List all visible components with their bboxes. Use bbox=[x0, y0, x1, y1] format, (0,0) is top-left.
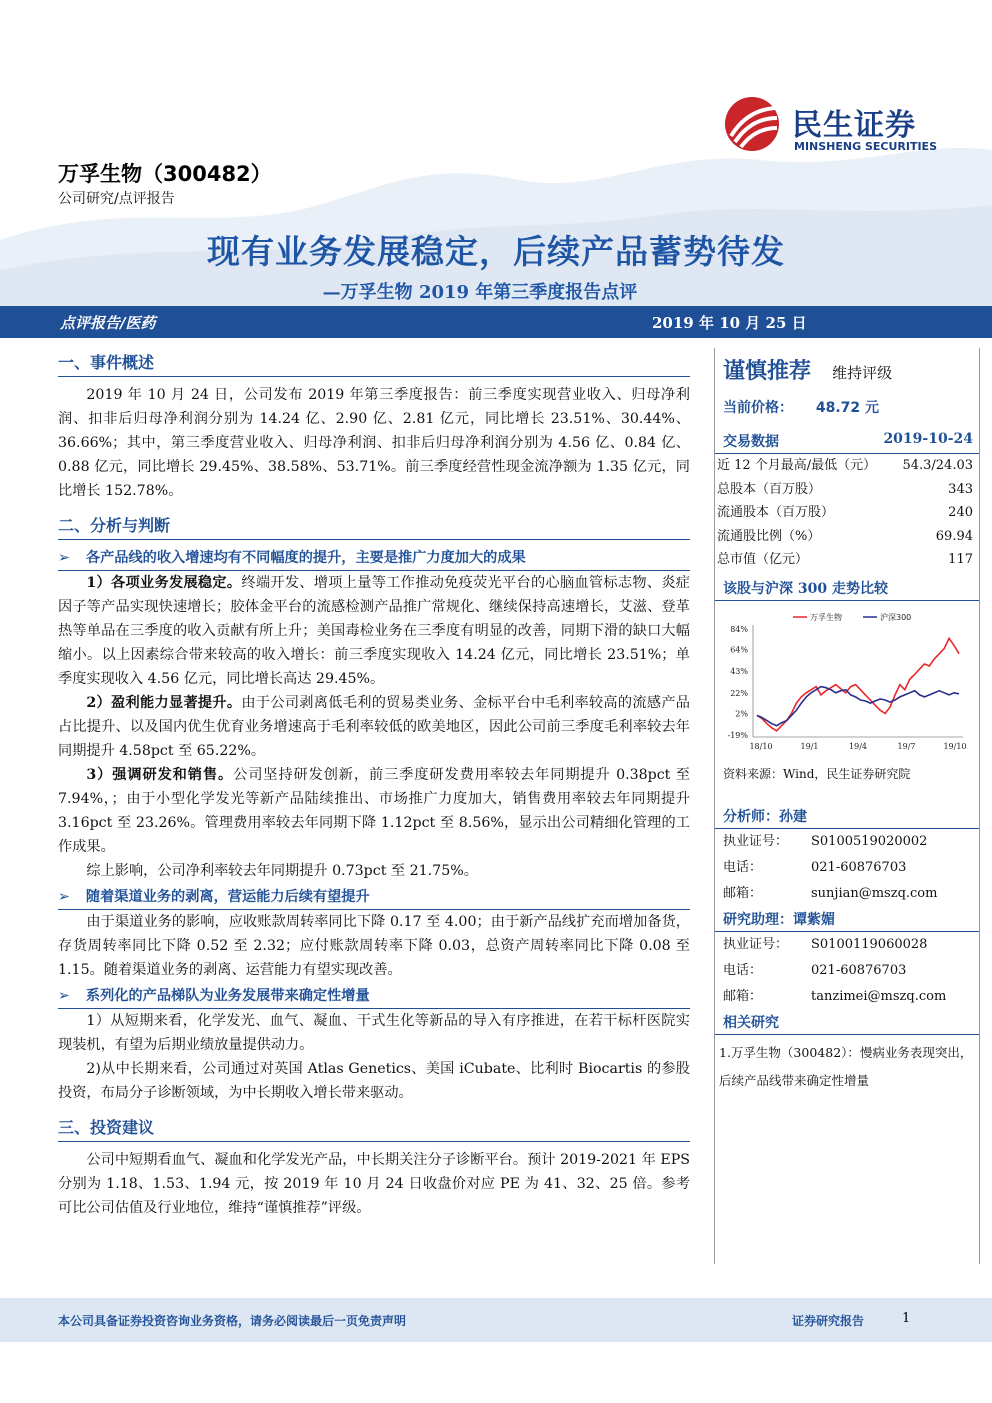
legend-label: 万孚生物 bbox=[810, 612, 842, 622]
row-value: 54.3/24.03 bbox=[902, 458, 973, 473]
x-tick-label: 19/1 bbox=[800, 741, 819, 751]
assistant-rows-row bbox=[715, 932, 979, 958]
rating: 谨慎推荐 bbox=[723, 359, 812, 384]
bullet-heading-text: 系列化的产品梯队为业务发展带来确定性增量 bbox=[85, 988, 370, 1004]
y-tick-label: 64% bbox=[730, 645, 748, 655]
paragraph-lead: 1）各项业务发展稳定。 bbox=[86, 575, 242, 591]
bullet-heading bbox=[58, 885, 690, 910]
trade-data-header bbox=[715, 429, 979, 454]
trade-data-title: 交易数据 bbox=[723, 434, 779, 450]
row-value: 69.94 bbox=[935, 528, 973, 544]
bullet-heading bbox=[58, 984, 690, 1009]
paragraph-text: 由于公司剥离低毛利的贸易类业务、金标平台中毛利率较高的流感产品占比提升、以及国内优生优育业务增速高于毛利率较低的欧美地区，因此公司前三季度毛利率较去年同期提升 4.58pct 至 65.22%。 bbox=[58, 695, 690, 759]
report-subtitle: —万孚生物 2019 年第三季度报告点评 bbox=[322, 282, 638, 303]
row-value: 117 bbox=[948, 552, 973, 567]
stock-comparison-chart bbox=[715, 607, 979, 757]
brand-name-cn: 民生证券 bbox=[792, 108, 916, 143]
row-value: sunjian@mszq.com bbox=[811, 885, 938, 901]
analyst-rows-row bbox=[715, 881, 979, 907]
paragraph bbox=[58, 910, 690, 982]
report-date: 2019 年 10 月 25 日 bbox=[652, 314, 807, 332]
rating-action: 维持评级 bbox=[832, 364, 893, 382]
paragraph bbox=[58, 1009, 690, 1057]
price-value: 48.72 元 bbox=[815, 400, 880, 416]
arrow-bullet-icon: ➢ bbox=[58, 889, 70, 905]
paragraph bbox=[58, 691, 690, 763]
company-name: 万孚生物（300482） bbox=[58, 162, 272, 186]
section-heading: 一、事件概述 bbox=[58, 346, 690, 377]
paragraph-text: 综上影响，公司净利率较去年同期提升 0.73pct 至 21.75%。 bbox=[86, 863, 478, 879]
y-tick-label: 84% bbox=[730, 624, 748, 634]
report-type: 公司研究/点评报告 bbox=[58, 191, 175, 207]
paragraph bbox=[58, 1148, 690, 1220]
assistant-header bbox=[715, 907, 979, 932]
analyst-info bbox=[715, 829, 979, 907]
series-line bbox=[757, 638, 959, 731]
paragraph-lead: 2）盈利能力显著提升。 bbox=[86, 695, 242, 711]
bullet-heading-text: 随着渠道业务的剥离，营运能力后续有望提升 bbox=[85, 889, 370, 905]
analyst-rows-row bbox=[715, 855, 979, 881]
related-header bbox=[715, 1010, 979, 1035]
related-title: 相关研究 bbox=[723, 1014, 779, 1031]
x-tick-label: 19/10 bbox=[943, 741, 967, 751]
brand-name-en: MINSHENG SECURITIES bbox=[794, 140, 937, 153]
arrow-bullet-icon: ➢ bbox=[58, 550, 70, 566]
main-content bbox=[58, 346, 690, 1220]
paragraph-text: 公司坚持研发创新，前三季度研发费用率较去年同期提升 0.38pct 至 7.94%，；由于小型化学发光等新产品陆续推出、市场推广力度加大，销售费用率较去年同期提升 3.16pct 至 23.26%。管理费用率较去年同期下降 1.12pct 至 8.56%，显示出公司精细化管理的工作成果。 bbox=[58, 767, 690, 855]
trade-rows-row bbox=[715, 478, 979, 502]
paragraph-text: 由于渠道业务的影响，应收账款周转率同比下降 0.17 至 4.00；由于新产品线扩充而增加备货，存货周转率同比下降 0.52 至 2.32；应付账款周转率下降 0.03，总资产周转率同比下降 0.08 至 1.15。随着渠道业务的剥离、运营能力有望实现改善。 bbox=[58, 914, 690, 978]
paragraph bbox=[58, 383, 690, 503]
related-research-item[interactable]: 1.万孚生物（300482）：慢病业务表现突出，后续产品线带来确定性增量 bbox=[719, 1044, 973, 1088]
bullet-heading-text: 各产品线的收入增速均有不同幅度的提升，主要是推广力度加大的成果 bbox=[85, 550, 526, 566]
arrow-bullet-icon: ➢ bbox=[58, 988, 70, 1004]
price-label: 当前价格： bbox=[723, 400, 793, 416]
row-label: 总市值（亿元） bbox=[717, 552, 809, 567]
paragraph-text: 1）从短期来看，化学发光、血气、凝血、干式生化等新品的导入有序推进，在若干标杆医院实现装机，有望为后期业绩放量提供动力。 bbox=[58, 1013, 690, 1053]
paragraph-text: 2)从中长期来看，公司通过对英国 Atlas Genetics、美国 iCubate、比利时 Biocartis 的参股投资，布局分子诊断领域，为中长期收入增长带来驱动。 bbox=[58, 1061, 690, 1101]
page-number: 1 bbox=[902, 1311, 911, 1326]
y-tick-label: 22% bbox=[730, 688, 748, 698]
row-label: 总股本（百万股） bbox=[717, 481, 822, 497]
paragraph-text: 终端开发、增项上量等工作推动免疫荧光平台的心脑血管标志物、炎症因子等产品实现快速增长；胶体金平台的流感检测产品推广常规化、继续保持高速增长，艾滋、登革热等单品在三季度的收入贡献有所上升；美国毒检业务在三季度有明显的改善，同期下滑的缺口大幅缩小。以上因素综合带来较高的收入增长：前三季度实现收入 14.24 亿元，同比增长 23.51%；单季度实现收入 4.56 亿元，同比增长高达 29.45%。 bbox=[58, 575, 690, 687]
y-tick-label: 2% bbox=[735, 708, 748, 718]
paragraph bbox=[58, 763, 690, 859]
legend-label: 沪深300 bbox=[880, 612, 912, 622]
row-label: 近 12 个月最高/最低（元） bbox=[717, 458, 877, 473]
analyst-rows-row bbox=[715, 829, 979, 855]
bullet-heading bbox=[58, 546, 690, 571]
row-value: 343 bbox=[948, 481, 973, 497]
x-tick-label: 19/7 bbox=[897, 741, 916, 751]
x-tick-label: 18/10 bbox=[749, 741, 773, 751]
chart-source: 资料来源：Wind，民生证券研究院 bbox=[723, 766, 911, 781]
row-label: 邮箱： bbox=[723, 885, 763, 901]
report-category: 点评报告/医药 bbox=[60, 314, 156, 332]
row-value: tanzimei@mszq.com bbox=[811, 988, 947, 1004]
paragraph-lead: 3）强调研发和销售。 bbox=[86, 767, 234, 783]
trade-rows-row bbox=[715, 525, 979, 549]
paragraph bbox=[58, 859, 690, 883]
chart-svg bbox=[715, 607, 977, 757]
sidebar bbox=[714, 348, 980, 1264]
row-label: 电话： bbox=[723, 859, 763, 875]
paragraph-text: 公司中短期看血气、凝血和化学发光产品，中长期关注分子诊断平台。预计 2019-2021 年 EPS 分别为 1.18、1.53、1.94 元，按 2019 年 10 月 24 日收盘价对应 PE 为 41、32、25 倍。参考可比公司估值及行业地位，维持“谨慎推荐”评级。 bbox=[58, 1152, 690, 1216]
y-tick-label: -19% bbox=[727, 730, 748, 740]
row-label: 执业证号： bbox=[723, 936, 789, 952]
row-label: 邮箱： bbox=[723, 988, 763, 1004]
row-label: 电话： bbox=[723, 962, 763, 978]
chart-title: 该股与沪深 300 走势比较 bbox=[723, 580, 888, 597]
row-value: S0100519020002 bbox=[811, 833, 928, 849]
minsheng-logo-icon bbox=[721, 96, 783, 152]
footer-disclaimer[interactable]: 本公司具备证券投资咨询业务资格，请务必阅读最后一页免责声明 bbox=[58, 1314, 407, 1328]
row-value: S0100119060028 bbox=[811, 936, 928, 952]
row-value: 021-60876703 bbox=[811, 962, 907, 978]
paragraph bbox=[58, 571, 690, 691]
current-price bbox=[715, 385, 979, 421]
row-label: 流通股比例（%） bbox=[717, 528, 821, 544]
section-heading: 三、投资建议 bbox=[58, 1111, 690, 1142]
trade-rows-row bbox=[715, 548, 979, 572]
trade-data-date: 2019-10-24 bbox=[883, 431, 973, 447]
rating-block bbox=[715, 348, 979, 385]
assistant-title: 研究助理：谭紫媚 bbox=[723, 911, 835, 928]
chart-header bbox=[715, 576, 979, 601]
y-tick-label: 43% bbox=[730, 666, 748, 676]
footer-label: 证券研究报告 bbox=[792, 1314, 865, 1328]
row-label: 流通股本（百万股） bbox=[717, 505, 835, 520]
x-tick-label: 19/4 bbox=[849, 741, 867, 751]
analyst-header bbox=[715, 804, 979, 829]
row-value: 021-60876703 bbox=[811, 859, 907, 875]
assistant-rows-row bbox=[715, 984, 979, 1010]
paragraph bbox=[58, 1057, 690, 1105]
assistant-rows-row bbox=[715, 958, 979, 984]
assistant-info bbox=[715, 932, 979, 1010]
row-value: 240 bbox=[948, 505, 973, 520]
paragraph-text: 2019 年 10 月 24 日，公司发布 2019 年第三季度报告：前三季度实现营业收入、归母净利润、扣非后归母净利润分别为 14.24 亿、2.90 亿、2.81 亿元，同比增长 23.51%、30.44%、36.66%；其中，第三季度营业收入、归母净利润、扣非后归母净利润分别为 4.56 亿、0.84 亿、0.88 亿元，同比增长 29.45%、38.58%、53.71%。前三季度经营性现金流净额为 1.35 亿元，同比增长 152.78%。 bbox=[58, 387, 690, 499]
analyst-title: 分析师：孙建 bbox=[723, 808, 807, 825]
row-label: 执业证号： bbox=[723, 833, 789, 849]
trade-rows-row bbox=[715, 454, 979, 478]
report-title: 现有业务发展稳定，后续产品蓄势待发 bbox=[207, 232, 785, 271]
section-heading: 二、分析与判断 bbox=[58, 509, 690, 540]
trade-rows-row bbox=[715, 501, 979, 525]
trade-data-table bbox=[715, 454, 979, 572]
series-line bbox=[757, 686, 959, 725]
